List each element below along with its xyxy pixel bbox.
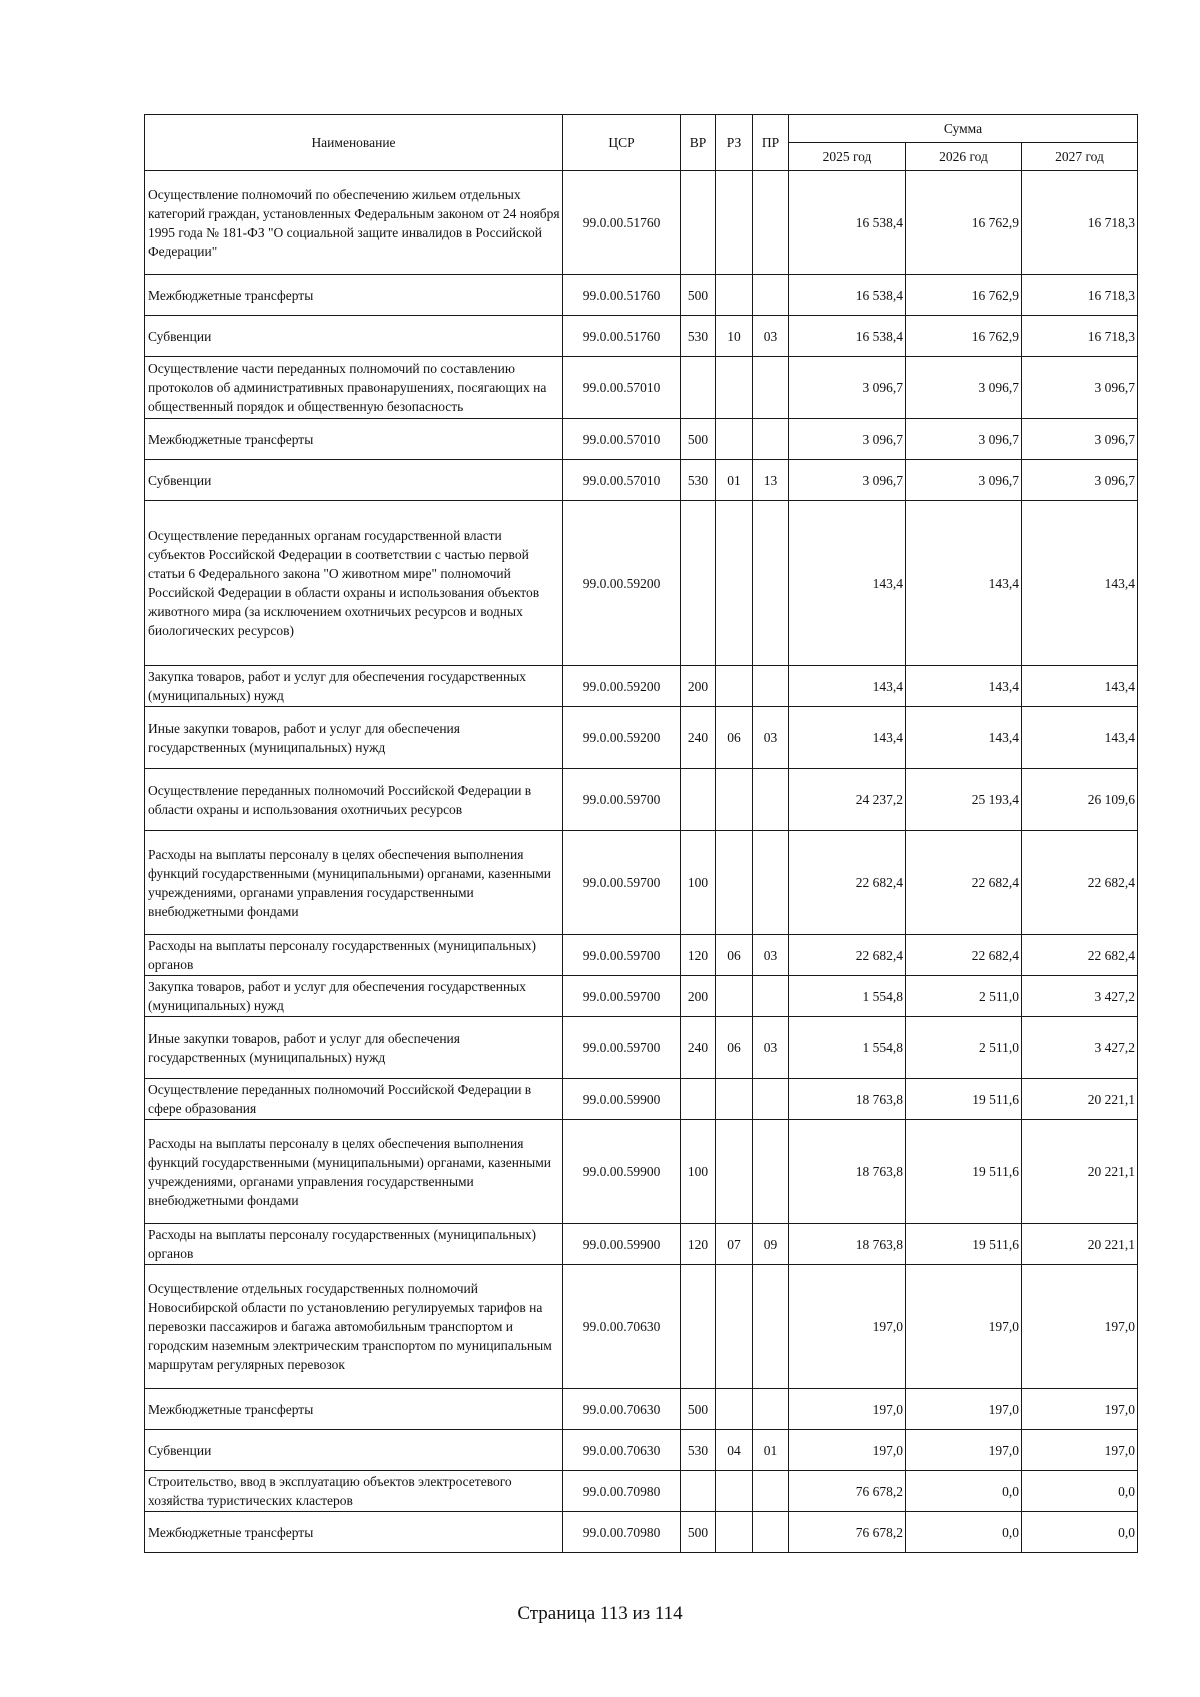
header-year-2027: 2027 год <box>1022 143 1138 171</box>
cell-name: Межбюджетные трансферты <box>145 1512 563 1553</box>
cell-csr: 99.0.00.57010 <box>563 419 681 460</box>
cell-vr: 500 <box>681 419 716 460</box>
cell-name: Осуществление переданных органам государственной власти субъектов Российской Федерации в соответствии с частью первой статьи 6 Федерального закона "О животном мире" полномочий Российской Федерации в области охраны и использования объектов животного мира (за исключением охотничьих ресурсов и водных биологических ресурсов) <box>145 501 563 666</box>
cell-sum-2026: 143,4 <box>906 707 1022 769</box>
cell-vr: 120 <box>681 1224 716 1265</box>
budget-table <box>144 114 1138 1553</box>
cell-name: Межбюджетные трансферты <box>145 419 563 460</box>
cell-vr: 100 <box>681 1120 716 1224</box>
cell-name: Иные закупки товаров, работ и услуг для обеспечения государственных (муниципальных) нужд <box>145 1017 563 1079</box>
cell-csr: 99.0.00.59700 <box>563 831 681 935</box>
cell-rz <box>716 275 753 316</box>
table-row <box>145 501 1138 666</box>
cell-sum-2027: 197,0 <box>1022 1389 1138 1430</box>
header-year-2026: 2026 год <box>906 143 1022 171</box>
cell-csr: 99.0.00.59900 <box>563 1224 681 1265</box>
cell-name: Расходы на выплаты персоналу государственных (муниципальных) органов <box>145 935 563 976</box>
cell-sum-2026: 16 762,9 <box>906 316 1022 357</box>
cell-name: Закупка товаров, работ и услуг для обеспечения государственных (муниципальных) нужд <box>145 666 563 707</box>
cell-sum-2026: 3 096,7 <box>906 460 1022 501</box>
cell-sum-2026: 3 096,7 <box>906 419 1022 460</box>
cell-pr: 09 <box>753 1224 789 1265</box>
cell-pr <box>753 1512 789 1553</box>
cell-sum-2026: 16 762,9 <box>906 171 1022 275</box>
cell-pr <box>753 1079 789 1120</box>
cell-sum-2027: 20 221,1 <box>1022 1224 1138 1265</box>
cell-sum-2027: 0,0 <box>1022 1471 1138 1512</box>
cell-name: Субвенции <box>145 460 563 501</box>
cell-name: Расходы на выплаты персоналу государственных (муниципальных) органов <box>145 1224 563 1265</box>
cell-sum-2026: 197,0 <box>906 1430 1022 1471</box>
cell-rz <box>716 666 753 707</box>
cell-sum-2025: 143,4 <box>789 707 906 769</box>
cell-sum-2025: 16 538,4 <box>789 275 906 316</box>
table-row <box>145 1471 1138 1512</box>
cell-pr <box>753 419 789 460</box>
cell-name: Субвенции <box>145 1430 563 1471</box>
table-row <box>145 460 1138 501</box>
cell-csr: 99.0.00.59700 <box>563 1017 681 1079</box>
cell-csr: 99.0.00.59900 <box>563 1079 681 1120</box>
cell-rz <box>716 1389 753 1430</box>
cell-csr: 99.0.00.59200 <box>563 501 681 666</box>
cell-csr: 99.0.00.57010 <box>563 357 681 419</box>
cell-name: Расходы на выплаты персоналу в целях обеспечения выполнения функций государственными (муниципальными) органами, казенными учреждениями, органами управления государственными внебюджетными фондами <box>145 831 563 935</box>
header-vr: ВР <box>681 115 716 171</box>
cell-sum-2025: 22 682,4 <box>789 935 906 976</box>
cell-rz <box>716 769 753 831</box>
table-row <box>145 1389 1138 1430</box>
cell-name: Расходы на выплаты персоналу в целях обеспечения выполнения функций государственными (муниципальными) органами, казенными учреждениями, органами управления государственными внебюджетными фондами <box>145 1120 563 1224</box>
cell-pr <box>753 769 789 831</box>
cell-rz <box>716 1079 753 1120</box>
cell-sum-2026: 2 511,0 <box>906 1017 1022 1079</box>
cell-csr: 99.0.00.59700 <box>563 976 681 1017</box>
cell-name: Осуществление переданных полномочий Российской Федерации в области охраны и использования охотничьих ресурсов <box>145 769 563 831</box>
cell-sum-2027: 22 682,4 <box>1022 935 1138 976</box>
table-row <box>145 976 1138 1017</box>
cell-sum-2026: 22 682,4 <box>906 935 1022 976</box>
cell-sum-2025: 76 678,2 <box>789 1471 906 1512</box>
header-sum: Сумма <box>789 115 1138 143</box>
cell-csr: 99.0.00.59900 <box>563 1120 681 1224</box>
cell-pr: 01 <box>753 1430 789 1471</box>
cell-sum-2027: 3 096,7 <box>1022 357 1138 419</box>
cell-sum-2027: 197,0 <box>1022 1430 1138 1471</box>
cell-sum-2025: 18 763,8 <box>789 1079 906 1120</box>
cell-sum-2025: 18 763,8 <box>789 1120 906 1224</box>
cell-vr <box>681 1079 716 1120</box>
cell-csr: 99.0.00.51760 <box>563 171 681 275</box>
cell-pr <box>753 1389 789 1430</box>
cell-sum-2026: 19 511,6 <box>906 1224 1022 1265</box>
cell-vr: 100 <box>681 831 716 935</box>
cell-vr: 500 <box>681 275 716 316</box>
cell-pr: 03 <box>753 935 789 976</box>
table-row <box>145 316 1138 357</box>
cell-vr: 200 <box>681 666 716 707</box>
header-csr: ЦСР <box>563 115 681 171</box>
cell-sum-2026: 19 511,6 <box>906 1079 1022 1120</box>
cell-rz: 07 <box>716 1224 753 1265</box>
cell-vr: 240 <box>681 707 716 769</box>
cell-pr: 13 <box>753 460 789 501</box>
cell-csr: 99.0.00.51760 <box>563 275 681 316</box>
cell-pr <box>753 1471 789 1512</box>
cell-name: Осуществление полномочий по обеспечению жильем отдельных категорий граждан, установленных Федеральным законом от 24 ноября 1995 года № 181-ФЗ "О социальной защите инвалидов в Российской Федерации" <box>145 171 563 275</box>
table-row <box>145 1120 1138 1224</box>
table-row <box>145 1430 1138 1471</box>
cell-pr: 03 <box>753 1017 789 1079</box>
cell-sum-2027: 0,0 <box>1022 1512 1138 1553</box>
table-row <box>145 707 1138 769</box>
cell-sum-2026: 2 511,0 <box>906 976 1022 1017</box>
cell-sum-2025: 22 682,4 <box>789 831 906 935</box>
cell-csr: 99.0.00.51760 <box>563 316 681 357</box>
cell-sum-2026: 25 193,4 <box>906 769 1022 831</box>
cell-sum-2025: 1 554,8 <box>789 1017 906 1079</box>
cell-vr <box>681 357 716 419</box>
cell-sum-2027: 143,4 <box>1022 501 1138 666</box>
cell-sum-2025: 143,4 <box>789 501 906 666</box>
cell-csr: 99.0.00.70630 <box>563 1265 681 1389</box>
cell-csr: 99.0.00.70630 <box>563 1430 681 1471</box>
cell-sum-2025: 197,0 <box>789 1389 906 1430</box>
cell-sum-2027: 16 718,3 <box>1022 275 1138 316</box>
cell-pr: 03 <box>753 316 789 357</box>
cell-pr <box>753 171 789 275</box>
header-name: Наименование <box>145 115 563 171</box>
header-year-2025: 2025 год <box>789 143 906 171</box>
table-row <box>145 1512 1138 1553</box>
page-number: Страница 113 из 114 <box>517 1603 683 1624</box>
table-row <box>145 419 1138 460</box>
cell-sum-2027: 3 096,7 <box>1022 460 1138 501</box>
cell-sum-2027: 16 718,3 <box>1022 171 1138 275</box>
cell-pr <box>753 1265 789 1389</box>
cell-vr <box>681 769 716 831</box>
cell-csr: 99.0.00.70980 <box>563 1471 681 1512</box>
header-pr: ПР <box>753 115 789 171</box>
table-header <box>145 115 1138 171</box>
cell-rz: 06 <box>716 707 753 769</box>
cell-rz: 06 <box>716 935 753 976</box>
cell-vr <box>681 501 716 666</box>
cell-vr: 530 <box>681 316 716 357</box>
cell-name: Строительство, ввод в эксплуатацию объектов электросетевого хозяйства туристических кластеров <box>145 1471 563 1512</box>
table-row <box>145 831 1138 935</box>
cell-name: Межбюджетные трансферты <box>145 275 563 316</box>
cell-name: Осуществление переданных полномочий Российской Федерации в сфере образования <box>145 1079 563 1120</box>
table-row <box>145 935 1138 976</box>
cell-csr: 99.0.00.59200 <box>563 707 681 769</box>
cell-sum-2026: 22 682,4 <box>906 831 1022 935</box>
cell-sum-2026: 143,4 <box>906 666 1022 707</box>
cell-sum-2026: 197,0 <box>906 1389 1022 1430</box>
table-row <box>145 666 1138 707</box>
cell-rz <box>716 1512 753 1553</box>
cell-sum-2027: 197,0 <box>1022 1265 1138 1389</box>
cell-pr <box>753 1120 789 1224</box>
cell-rz <box>716 1265 753 1389</box>
cell-sum-2027: 143,4 <box>1022 666 1138 707</box>
cell-sum-2025: 3 096,7 <box>789 419 906 460</box>
cell-vr: 500 <box>681 1512 716 1553</box>
cell-pr <box>753 976 789 1017</box>
table-row <box>145 1017 1138 1079</box>
cell-rz <box>716 501 753 666</box>
table-row <box>145 1265 1138 1389</box>
cell-csr: 99.0.00.59200 <box>563 666 681 707</box>
cell-sum-2027: 20 221,1 <box>1022 1120 1138 1224</box>
table-row <box>145 1224 1138 1265</box>
cell-sum-2027: 3 427,2 <box>1022 976 1138 1017</box>
cell-vr: 530 <box>681 460 716 501</box>
cell-sum-2025: 16 538,4 <box>789 316 906 357</box>
cell-rz: 06 <box>716 1017 753 1079</box>
cell-pr <box>753 275 789 316</box>
cell-sum-2027: 22 682,4 <box>1022 831 1138 935</box>
cell-sum-2026: 0,0 <box>906 1512 1022 1553</box>
cell-sum-2027: 26 109,6 <box>1022 769 1138 831</box>
table-row <box>145 769 1138 831</box>
cell-sum-2026: 16 762,9 <box>906 275 1022 316</box>
cell-name: Иные закупки товаров, работ и услуг для обеспечения государственных (муниципальных) нужд <box>145 707 563 769</box>
table-row <box>145 171 1138 275</box>
cell-rz: 04 <box>716 1430 753 1471</box>
cell-pr: 03 <box>753 707 789 769</box>
cell-csr: 99.0.00.70630 <box>563 1389 681 1430</box>
cell-sum-2025: 3 096,7 <box>789 357 906 419</box>
cell-csr: 99.0.00.70980 <box>563 1512 681 1553</box>
cell-sum-2026: 143,4 <box>906 501 1022 666</box>
cell-vr <box>681 171 716 275</box>
cell-sum-2025: 143,4 <box>789 666 906 707</box>
cell-pr <box>753 831 789 935</box>
cell-sum-2025: 197,0 <box>789 1430 906 1471</box>
cell-sum-2027: 143,4 <box>1022 707 1138 769</box>
cell-sum-2027: 20 221,1 <box>1022 1079 1138 1120</box>
cell-sum-2027: 16 718,3 <box>1022 316 1138 357</box>
cell-sum-2026: 3 096,7 <box>906 357 1022 419</box>
cell-vr: 120 <box>681 935 716 976</box>
cell-pr <box>753 666 789 707</box>
cell-csr: 99.0.00.57010 <box>563 460 681 501</box>
cell-pr <box>753 357 789 419</box>
cell-sum-2027: 3 427,2 <box>1022 1017 1138 1079</box>
cell-rz <box>716 357 753 419</box>
cell-rz <box>716 1120 753 1224</box>
cell-csr: 99.0.00.59700 <box>563 769 681 831</box>
cell-sum-2025: 3 096,7 <box>789 460 906 501</box>
cell-vr: 200 <box>681 976 716 1017</box>
cell-rz: 10 <box>716 316 753 357</box>
cell-sum-2025: 76 678,2 <box>789 1512 906 1553</box>
cell-sum-2026: 19 511,6 <box>906 1120 1022 1224</box>
cell-sum-2026: 197,0 <box>906 1265 1022 1389</box>
table-row <box>145 275 1138 316</box>
table-row <box>145 1079 1138 1120</box>
cell-rz <box>716 976 753 1017</box>
cell-sum-2025: 197,0 <box>789 1265 906 1389</box>
cell-rz <box>716 419 753 460</box>
cell-name: Межбюджетные трансферты <box>145 1389 563 1430</box>
table-row <box>145 357 1138 419</box>
cell-rz <box>716 171 753 275</box>
cell-vr: 240 <box>681 1017 716 1079</box>
cell-vr: 500 <box>681 1389 716 1430</box>
cell-name: Осуществление части переданных полномочий по составлению протоколов об административных правонарушениях, посягающих на общественный порядок и общественную безопасность <box>145 357 563 419</box>
cell-rz <box>716 831 753 935</box>
cell-sum-2025: 18 763,8 <box>789 1224 906 1265</box>
cell-vr: 530 <box>681 1430 716 1471</box>
cell-pr <box>753 501 789 666</box>
cell-sum-2025: 1 554,8 <box>789 976 906 1017</box>
cell-sum-2025: 16 538,4 <box>789 171 906 275</box>
cell-rz <box>716 1471 753 1512</box>
cell-sum-2025: 24 237,2 <box>789 769 906 831</box>
cell-name: Субвенции <box>145 316 563 357</box>
cell-name: Закупка товаров, работ и услуг для обеспечения государственных (муниципальных) нужд <box>145 976 563 1017</box>
cell-vr <box>681 1471 716 1512</box>
cell-name: Осуществление отдельных государственных полномочий Новосибирской области по установлению регулируемых тарифов на перевозки пассажиров и багажа автомобильным транспортом и городским наземным электрическим транспортом по муниципальным маршрутам регулярных перевозок <box>145 1265 563 1389</box>
cell-vr <box>681 1265 716 1389</box>
table-body <box>145 171 1138 1553</box>
cell-sum-2027: 3 096,7 <box>1022 419 1138 460</box>
cell-sum-2026: 0,0 <box>906 1471 1022 1512</box>
header-rz: РЗ <box>716 115 753 171</box>
cell-csr: 99.0.00.59700 <box>563 935 681 976</box>
cell-rz: 01 <box>716 460 753 501</box>
